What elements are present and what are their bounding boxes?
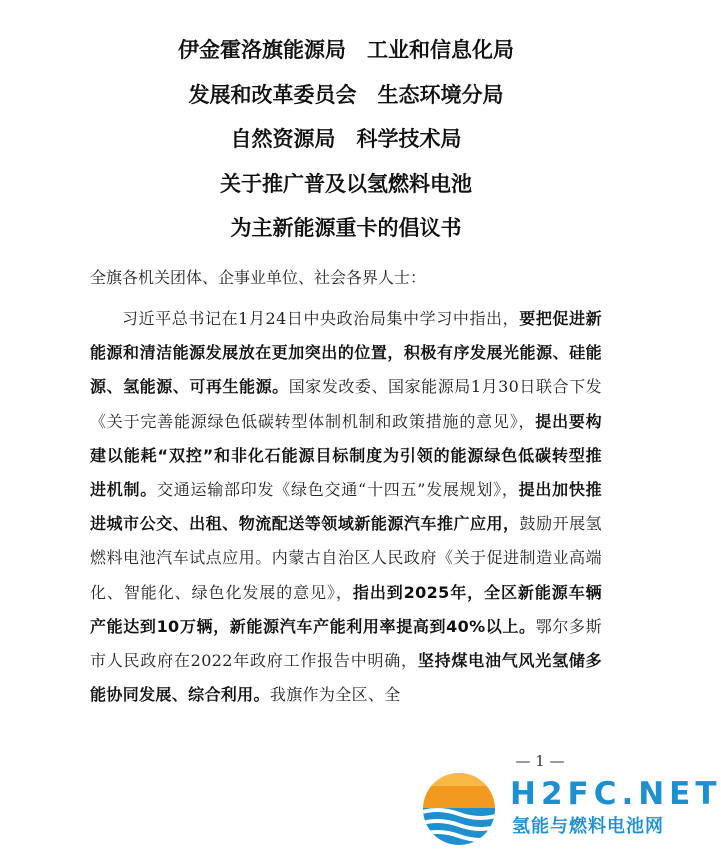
document-title-block — [0, 28, 692, 251]
emphasis-text: 要把促进新能源和清洁能源发展放在更加突出的位置，积极有序发展光能源、硅能源、氢能源、可再生能源。 — [90, 309, 602, 397]
title-line-1: 伊金霍洛旗能源局 工业和信息化局 — [178, 38, 514, 62]
title-line-5: 为主新能源重卡的倡议书 — [230, 216, 462, 240]
title-line-4: 关于推广普及以氢燃料电池 — [220, 171, 472, 196]
body-paragraph — [90, 302, 602, 712]
emphasis-text: 提出加快推进城市公交、出租、物流配送等领域新能源汽车推广应用， — [90, 480, 602, 534]
emphasis-text: 提出要构建以能耗“双控”和非化石能源目标制度为引领的能源绿色低碳转型推进机制。 — [90, 411, 602, 500]
page-number: — 1 — — [515, 752, 565, 770]
body-text: 交通运输部印发《绿色交通“十四五”发展规划》， — [157, 480, 519, 500]
watermark-brand: H2FC.NET — [510, 776, 721, 812]
body-text: 鼓励开展氢燃料电池汽车试点应用。内蒙古自治区人民政府《关于促进制造业高端化、智能化、绿色化发展的意见》， — [90, 514, 602, 602]
h2fc-logo-icon — [416, 770, 502, 848]
body-text: 鄂尔多斯市人民政府在2022年政府工作报告中明确， — [90, 616, 602, 671]
watermark-subtitle: 氢能与燃料电池网 — [512, 816, 664, 837]
salutation: 全旗各机关团体、企事业单位、社会各界人士： — [90, 268, 427, 287]
watermark — [408, 768, 721, 849]
body-text: 我旗作为全区、全 — [269, 685, 401, 705]
title-line-3: 自然资源局 科学技术局 — [230, 127, 462, 151]
emphasis-text: 坚持煤电油气风光氢储多能协同发展、综合利用。 — [90, 651, 602, 705]
body-text: 习近平总书记在1月24日中央政治局集中学习中指出， — [122, 309, 520, 328]
title-line-2: 发展和改革委员会 生态环境分局 — [188, 82, 504, 107]
emphasis-text: 指出到2025年，全区新能源车辆产能达到10万辆，新能源汽车产能利用率提高到40%以上。 — [90, 582, 602, 636]
body-text: 国家发改委、国家能源局1月30日联合下发《关于完善能源绿色低碳转型体制机制和政策措施的意见》， — [90, 377, 602, 431]
